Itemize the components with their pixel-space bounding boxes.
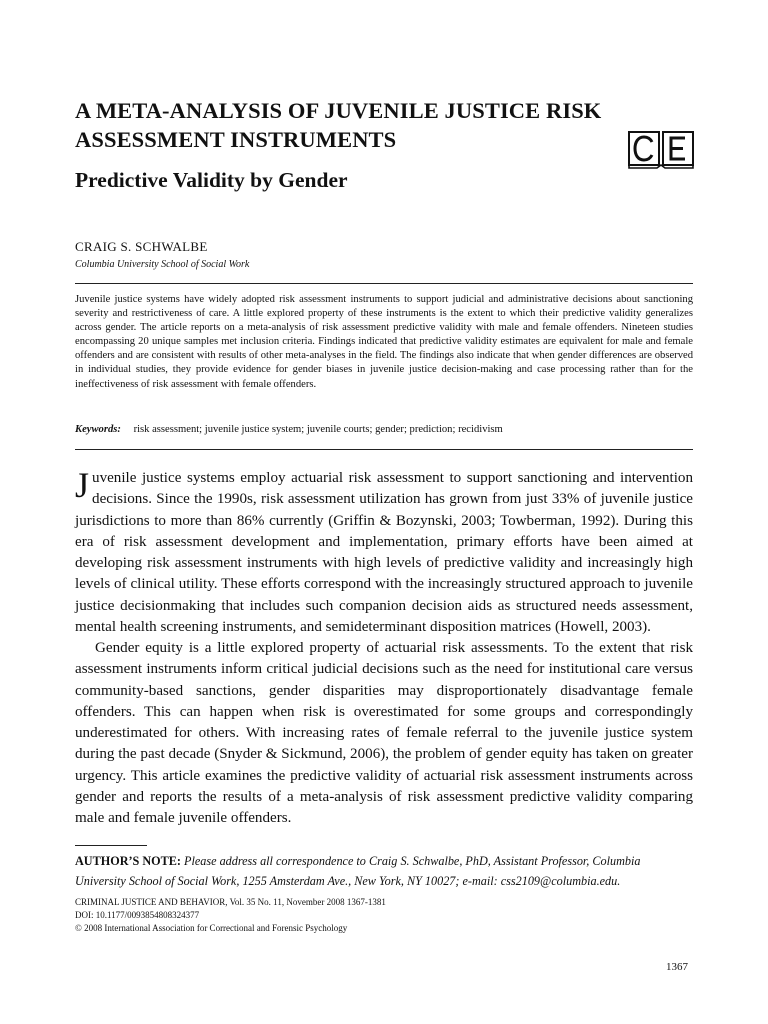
article-subtitle: Predictive Validity by Gender: [75, 168, 348, 192]
drop-cap: J: [75, 465, 90, 505]
author-note: [75, 851, 693, 891]
body-paragraph-1: [75, 465, 693, 638]
body-paragraph-2: Gender equity is a little explored property of actuarial risk assessments. To the extent that risk assessment instruments inform critical judicial decisions such as the need for institutional care versus community-based sanctions, gender disparities may disproportionately disadvantage female offenders. This can happen when risk is overestimated for some groups and correspondingly underestimated for others. With increasing rates of female referral to the juvenile justice system during the past decade (Snyder & Sickmund, 2006), the problem of gender equity has taken on greater urgency. This article examines the predictive validity of actuarial risk assessment instruments across gender and reports the results of a meta-analysis of risk assessment predictive validity comparing male and female juvenile offenders.: [75, 640, 693, 826]
ce-logo: [628, 131, 694, 170]
article-title: A META-ANALYSIS OF JUVENILE JUSTICE RISK ASSESSMENT INSTRUMENTS: [75, 98, 602, 152]
body-text: [75, 465, 693, 829]
author-note-label: AUTHOR’S NOTE:: [75, 854, 181, 868]
abstract-top-rule: [75, 283, 693, 284]
author-name: CRAIG S. SCHWALBE: [75, 239, 208, 254]
abstract-bottom-rule: [75, 449, 693, 450]
page-number: 1367: [666, 961, 688, 973]
author-affiliation: Columbia University School of Social Work: [75, 259, 250, 270]
keywords-label: Keywords:: [75, 424, 121, 435]
footnote-rule: [75, 845, 147, 846]
author-note-text: Please address all correspondence to Craig S. Schwalbe, PhD, Assistant Professor, Columbia University School of Social Work, 1255 Amsterdam Ave., New York, NY 10027; e-mail: css2109@columbia.edu.: [75, 854, 641, 888]
keywords-text: risk assessment; juvenile justice system; juvenile courts; gender; prediction; recidivism: [133, 424, 503, 435]
doi: DOI: 10.1177/0093854808324377: [75, 910, 200, 920]
journal-info: CRIMINAL JUSTICE AND BEHAVIOR, Vol. 35 No. 11, November 2008 1367-1381: [75, 897, 386, 907]
journal-citation: [75, 896, 386, 935]
keywords: [75, 424, 693, 435]
copyright: © 2008 International Association for Correctional and Forensic Psychology: [75, 923, 348, 933]
abstract: Juvenile justice systems have widely adopted risk assessment instruments to support judicial and administrative decisions about sanctioning severity and restrictiveness of care. A little explored property of these instruments is the extent to which their predictive validity generalizes across gender. The article reports on a meta-analysis of risk assessment predictive validity with male and female offenders. Nineteen studies encompassing 20 unique samples met inclusion criteria. Findings indicated that predictive validity estimates are equivalent for male and female offenders and are consistent with results of other meta-analyses in the field. The findings also indicate that when gender differences are observed in individual studies, they provide evidence for gender biases in juvenile justice decision-making and case processing rather than for the ineffectiveness of risk assessment with female offenders.: [75, 294, 693, 390]
paragraph-1-text: uvenile justice systems employ actuarial risk assessment to support sanctioning and intervention decisions. Since the 1990s, risk assessment utilization has grown from just 33% of juvenile justice jurisdictions to more than 86% currently (Griffin & Bozynski, 2003; Towberman, 1992). During this era of risk assessment development and implementation, primary efforts have been aimed at developing risk assessment instruments with high levels of predictive validity and increasingly high levels of clinical utility. These efforts correspond with the increasingly structured approach to juvenile justice decisionmaking that includes such companion decision aids as structured needs assessment, mental health screening instruments, and semideterminant disposition matrices (Howell, 2003).: [75, 470, 693, 635]
